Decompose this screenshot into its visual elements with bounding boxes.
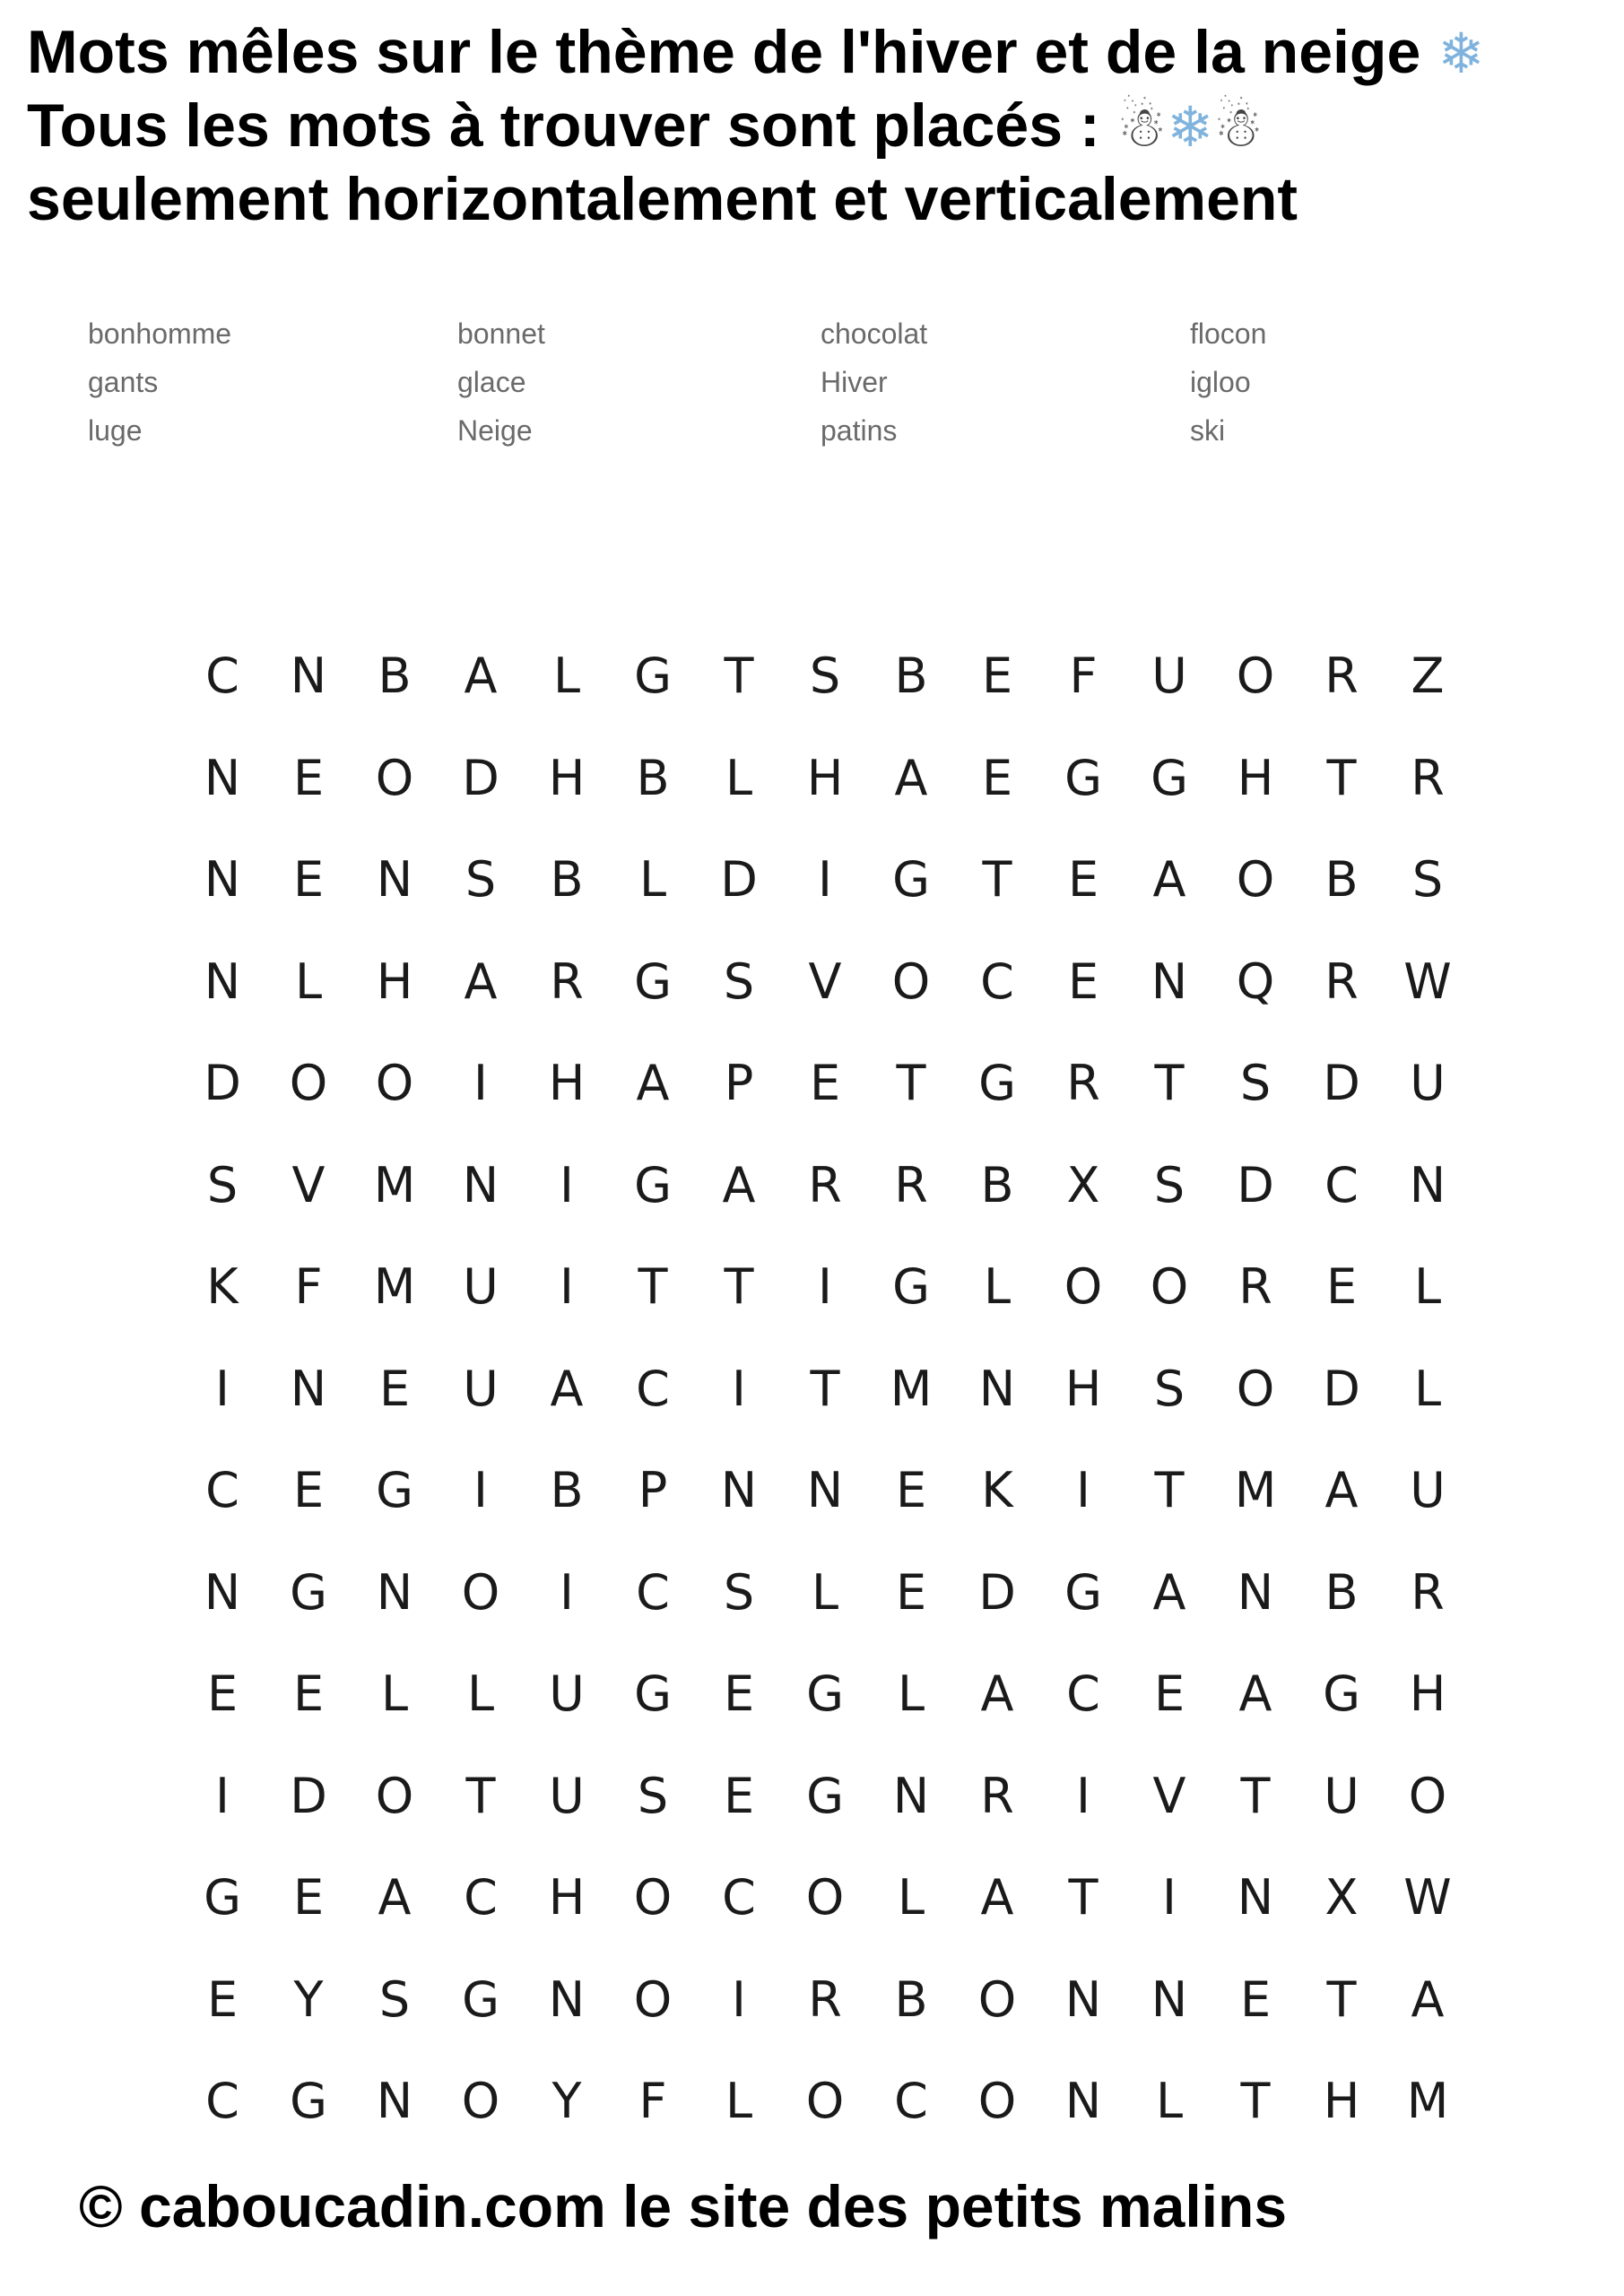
- grid-cell: N: [290, 1360, 327, 1417]
- grid-cell: S: [1239, 1055, 1272, 1112]
- grid-cell: R: [808, 1970, 842, 2028]
- grid-cell: C: [205, 648, 239, 705]
- grid-cell: H: [548, 1055, 586, 1112]
- grid-cell: O: [805, 2073, 845, 2130]
- grid-cell: G: [634, 952, 672, 1010]
- word-list: [88, 309, 1343, 455]
- grid-cell: E: [723, 1767, 755, 1824]
- grid-cell: S: [723, 1563, 755, 1621]
- grid-cell: E: [1239, 1970, 1272, 2028]
- grid-cell: C: [894, 2073, 928, 2130]
- grid-cell: N: [806, 1462, 844, 1519]
- grid-cell: O: [375, 1767, 414, 1824]
- grid-cell: M: [890, 1360, 933, 1417]
- grid-cell: R: [550, 952, 584, 1010]
- snowman-icon: ☃: [1213, 94, 1264, 160]
- grid-cell: M: [1406, 2073, 1449, 2130]
- grid-cell: X: [1324, 1869, 1359, 1926]
- grid-cell: L: [1155, 2073, 1184, 2130]
- grid-cell: G: [1064, 1563, 1102, 1621]
- grid-cell: V: [808, 952, 842, 1010]
- grid-cell: I: [473, 1055, 488, 1112]
- grid-cell: E: [1067, 851, 1099, 909]
- grid-cell: E: [292, 1869, 325, 1926]
- grid-cell: A: [1238, 1665, 1272, 1723]
- grid-cell: C: [1066, 1665, 1100, 1723]
- grid-cell: O: [633, 1970, 673, 2028]
- grid-cell: E: [895, 1462, 927, 1519]
- grid-cell: E: [1153, 1665, 1185, 1723]
- grid-cell: I: [560, 1258, 574, 1316]
- grid-cell: R: [1238, 1258, 1272, 1316]
- grid-cell: O: [1236, 1360, 1275, 1417]
- grid-cell: L: [725, 749, 753, 806]
- word-list-item: luge: [88, 414, 143, 447]
- grid-cell: M: [373, 1258, 416, 1316]
- grid-cell: G: [806, 1767, 844, 1824]
- grid-cell: G: [204, 1869, 241, 1926]
- grid-cell: O: [891, 952, 931, 1010]
- snowflake-icon: ❄: [1437, 21, 1485, 86]
- grid-cell: M: [1234, 1462, 1277, 1519]
- grid-cell: O: [1064, 1258, 1103, 1316]
- grid-cell: T: [638, 1258, 668, 1316]
- grid-cell: S: [1153, 1156, 1185, 1213]
- grid-cell: U: [1324, 1767, 1359, 1824]
- grid-cell: G: [290, 2073, 327, 2130]
- grid-cell: T: [1240, 2073, 1271, 2130]
- grid-cell: G: [634, 1665, 672, 1723]
- grid-cell: E: [981, 648, 1013, 705]
- grid-cell: D: [978, 1563, 1016, 1621]
- grid-cell: G: [978, 1055, 1016, 1112]
- grid-cell: D: [290, 1767, 327, 1824]
- grid-cell: R: [1324, 648, 1359, 705]
- grid-cell: T: [724, 648, 754, 705]
- grid-cell: B: [980, 1156, 1014, 1213]
- grid-cell: I: [1162, 1869, 1177, 1926]
- grid-cell: S: [378, 1970, 411, 2028]
- grid-cell: S: [809, 648, 841, 705]
- word-list-item: flocon: [1190, 317, 1267, 350]
- grid-cell: E: [206, 1970, 239, 2028]
- snowman-icon: ☃: [1116, 94, 1168, 160]
- grid-cell: O: [375, 1055, 414, 1112]
- grid-cell: N: [1151, 952, 1188, 1010]
- grid-cell: E: [292, 1665, 325, 1723]
- grid-cell: G: [806, 1665, 844, 1723]
- grid-cell: R: [980, 1767, 1014, 1824]
- grid-cell: I: [1076, 1462, 1090, 1519]
- grid-cell: H: [1064, 1360, 1102, 1417]
- grid-cell: T: [982, 851, 1012, 909]
- grid-cell: E: [292, 851, 325, 909]
- grid-cell: I: [560, 1563, 574, 1621]
- grid-cell: U: [1410, 1462, 1446, 1519]
- grid-cell: O: [289, 1055, 328, 1112]
- grid-cell: L: [294, 952, 323, 1010]
- grid-cell: H: [376, 952, 413, 1010]
- grid-cell: N: [1151, 1970, 1188, 2028]
- word-list-item: glace: [457, 366, 526, 398]
- grid-cell: R: [894, 1156, 928, 1213]
- grid-cell: H: [548, 749, 586, 806]
- grid-cell: B: [1324, 851, 1359, 909]
- title-line-1: [27, 16, 1614, 90]
- grid-cell: H: [1409, 1665, 1446, 1723]
- title-line-3: seulement horizontalement et verticalement: [27, 165, 1298, 233]
- grid-cell: N: [1237, 1869, 1274, 1926]
- grid-cell: A: [464, 952, 498, 1010]
- grid-cell: O: [461, 1563, 500, 1621]
- grid-cell: O: [1236, 648, 1275, 705]
- grid-cell: B: [378, 648, 412, 705]
- grid-cell: G: [1323, 1665, 1360, 1723]
- word-list-item: gants: [88, 366, 159, 398]
- grid-cell: T: [465, 1767, 496, 1824]
- grid-cell: N: [376, 2073, 413, 2130]
- grid-cell: M: [373, 1156, 416, 1213]
- grid-cell: B: [894, 648, 928, 705]
- grid-cell: G: [290, 1563, 327, 1621]
- grid-cell: F: [1069, 648, 1098, 705]
- word-list-item: patins: [821, 414, 898, 447]
- grid-cell: N: [204, 851, 241, 909]
- grid-cell: C: [1324, 1156, 1359, 1213]
- grid-cell: R: [1066, 1055, 1100, 1112]
- grid-cell: L: [466, 1665, 495, 1723]
- page-title: [27, 16, 1614, 235]
- grid-cell: E: [809, 1055, 841, 1112]
- word-list-item: bonhomme: [88, 317, 232, 350]
- grid-cell: T: [1154, 1055, 1185, 1112]
- grid-cell: N: [892, 1767, 930, 1824]
- grid-cell: G: [376, 1462, 413, 1519]
- grid-cell: V: [1152, 1767, 1186, 1824]
- copyright-footer: © caboucadin.com le site des petits malins: [79, 2173, 1288, 2239]
- grid-cell: N: [204, 1563, 241, 1621]
- grid-cell: A: [464, 648, 498, 705]
- grid-cell: S: [637, 1767, 669, 1824]
- grid-cell: I: [732, 1360, 746, 1417]
- grid-cell: A: [550, 1360, 584, 1417]
- grid-cell: D: [1323, 1055, 1360, 1112]
- grid-cell: I: [818, 851, 832, 909]
- grid-cell: W: [1403, 1869, 1452, 1926]
- grid-cell: S: [465, 851, 497, 909]
- grid-cell: I: [560, 1156, 574, 1213]
- grid-cell: Z: [1411, 648, 1445, 705]
- grid-cell: X: [1066, 1156, 1100, 1213]
- grid-cell: O: [805, 1869, 845, 1926]
- title-line-2: [27, 90, 1614, 163]
- grid-cell: E: [1325, 1258, 1358, 1316]
- grid-cell: T: [1326, 749, 1357, 806]
- grid-cell: D: [720, 851, 758, 909]
- grid-cell: S: [1153, 1360, 1185, 1417]
- grid-cell: A: [980, 1665, 1014, 1723]
- grid-cell: L: [1413, 1360, 1442, 1417]
- grid-cell: L: [638, 851, 667, 909]
- grid-cell: C: [636, 1360, 670, 1417]
- grid-cell: N: [462, 1156, 499, 1213]
- grid-cell: N: [1237, 1563, 1274, 1621]
- grid-cell: T: [1326, 1970, 1357, 2028]
- grid-cell: D: [1237, 1156, 1274, 1213]
- word-list-item: Neige: [457, 414, 533, 447]
- grid-cell: I: [473, 1462, 488, 1519]
- letter-grid: [179, 625, 1471, 2152]
- grid-cell: A: [636, 1055, 670, 1112]
- grid-cell: G: [634, 648, 672, 705]
- grid-cell: L: [380, 1665, 409, 1723]
- grid-cell: K: [981, 1462, 1013, 1519]
- grid-cell: E: [981, 749, 1013, 806]
- grid-cell: B: [550, 851, 584, 909]
- grid-cell: D: [204, 1055, 241, 1112]
- grid-cell: T: [724, 1258, 754, 1316]
- grid-cell: B: [636, 749, 670, 806]
- grid-cell: E: [206, 1665, 239, 1723]
- grid-cell: T: [1068, 1869, 1099, 1926]
- title-line-2-text: Tous les mots à trouver sont placés :: [27, 91, 1100, 160]
- grid-cell: P: [724, 1055, 754, 1112]
- grid-cell: O: [375, 749, 414, 806]
- grid-cell: N: [290, 648, 327, 705]
- grid-cell: L: [983, 1258, 1012, 1316]
- grid-cell: U: [1151, 648, 1187, 705]
- grid-cell: O: [1408, 1767, 1447, 1824]
- grid-cell: E: [895, 1563, 927, 1621]
- grid-cell: N: [978, 1360, 1016, 1417]
- grid-cell: E: [1067, 952, 1099, 1010]
- grid-cell: T: [896, 1055, 926, 1112]
- grid-cell: C: [636, 1563, 670, 1621]
- grid-cell: C: [980, 952, 1014, 1010]
- grid-cell: L: [897, 1869, 925, 1926]
- grid-cell: L: [897, 1665, 925, 1723]
- grid-cell: Y: [551, 2073, 582, 2130]
- grid-cell: T: [1240, 1767, 1271, 1824]
- grid-cell: H: [806, 749, 844, 806]
- grid-cell: N: [376, 1563, 413, 1621]
- grid-cell: R: [1324, 952, 1359, 1010]
- word-list-item: chocolat: [821, 317, 928, 350]
- grid-cell: A: [378, 1869, 412, 1926]
- grid-cell: U: [463, 1258, 499, 1316]
- grid-cell: A: [1152, 851, 1186, 909]
- grid-cell: I: [215, 1360, 230, 1417]
- grid-cell: I: [818, 1258, 832, 1316]
- grid-cell: L: [811, 1563, 839, 1621]
- grid-cell: O: [977, 1970, 1017, 2028]
- grid-cell: K: [206, 1258, 239, 1316]
- grid-cell: G: [892, 851, 930, 909]
- grid-cell: B: [550, 1462, 584, 1519]
- grid-cell: B: [1324, 1563, 1359, 1621]
- grid-cell: B: [894, 1970, 928, 2028]
- grid-cell: O: [1150, 1258, 1189, 1316]
- grid-cell: C: [205, 1462, 239, 1519]
- grid-cell: O: [461, 2073, 500, 2130]
- grid-cell: O: [633, 1869, 673, 1926]
- grid-cell: Y: [293, 1970, 324, 2028]
- grid-cell: O: [977, 2073, 1017, 2130]
- grid-cell: E: [723, 1665, 755, 1723]
- grid-cell: I: [1076, 1767, 1090, 1824]
- grid-cell: E: [292, 749, 325, 806]
- snowflake-icon: ❄: [1167, 94, 1214, 160]
- grid-cell: H: [1323, 2073, 1360, 2130]
- word-list-item: ski: [1190, 414, 1226, 447]
- grid-cell: D: [462, 749, 499, 806]
- grid-cell: S: [1411, 851, 1444, 909]
- grid-cell: W: [1403, 952, 1452, 1010]
- grid-cell: D: [1323, 1360, 1360, 1417]
- grid-cell: C: [205, 2073, 239, 2130]
- grid-cell: L: [1413, 1258, 1442, 1316]
- grid-cell: S: [206, 1156, 239, 1213]
- grid-cell: A: [1411, 1970, 1445, 2028]
- grid-cell: N: [376, 851, 413, 909]
- grid-cell: N: [548, 1970, 586, 2028]
- grid-cell: G: [1064, 749, 1102, 806]
- grid-cell: G: [1151, 749, 1188, 806]
- grid-cell: A: [722, 1156, 756, 1213]
- grid-cell: U: [549, 1767, 585, 1824]
- grid-cell: O: [1236, 851, 1275, 909]
- grid-cell: L: [552, 648, 581, 705]
- grid-cell: H: [548, 1869, 586, 1926]
- grid-cell: P: [638, 1462, 668, 1519]
- grid-cell: R: [1411, 1563, 1445, 1621]
- word-list-item: bonnet: [457, 317, 545, 350]
- grid-cell: E: [378, 1360, 411, 1417]
- word-list-item: igloo: [1190, 366, 1251, 398]
- grid-cell: C: [464, 1869, 498, 1926]
- grid-cell: E: [292, 1462, 325, 1519]
- grid-cell: U: [1410, 1055, 1446, 1112]
- grid-cell: H: [1237, 749, 1274, 806]
- grid-cell: N: [204, 749, 241, 806]
- grid-cell: R: [1411, 749, 1445, 806]
- grid-cell: G: [892, 1258, 930, 1316]
- title-line-1-text: Mots mêles sur le thème de l'hiver et de la neige: [27, 18, 1421, 86]
- grid-cell: G: [462, 1970, 499, 2028]
- grid-cell: U: [463, 1360, 499, 1417]
- grid-cell: S: [723, 952, 755, 1010]
- grid-cell: L: [725, 2073, 753, 2130]
- grid-cell: F: [638, 2073, 667, 2130]
- grid-cell: N: [1064, 2073, 1102, 2130]
- grid-cell: U: [549, 1665, 585, 1723]
- grid-cell: A: [1324, 1462, 1359, 1519]
- grid-cell: T: [810, 1360, 840, 1417]
- grid-cell: N: [204, 952, 241, 1010]
- grid-cell: V: [291, 1156, 326, 1213]
- grid-cell: G: [634, 1156, 672, 1213]
- grid-cell: Q: [1236, 952, 1275, 1010]
- grid-cell: A: [980, 1869, 1014, 1926]
- grid-cell: N: [1409, 1156, 1446, 1213]
- grid-cell: N: [1064, 1970, 1102, 2028]
- word-list-item: Hiver: [821, 366, 888, 398]
- grid-cell: N: [720, 1462, 758, 1519]
- grid-cell: R: [808, 1156, 842, 1213]
- grid-cell: T: [1154, 1462, 1185, 1519]
- grid-cell: A: [1152, 1563, 1186, 1621]
- grid-cell: I: [215, 1767, 230, 1824]
- grid-cell: A: [894, 749, 928, 806]
- grid-cell: I: [732, 1970, 746, 2028]
- grid-cell: C: [722, 1869, 756, 1926]
- grid-cell: F: [294, 1258, 323, 1316]
